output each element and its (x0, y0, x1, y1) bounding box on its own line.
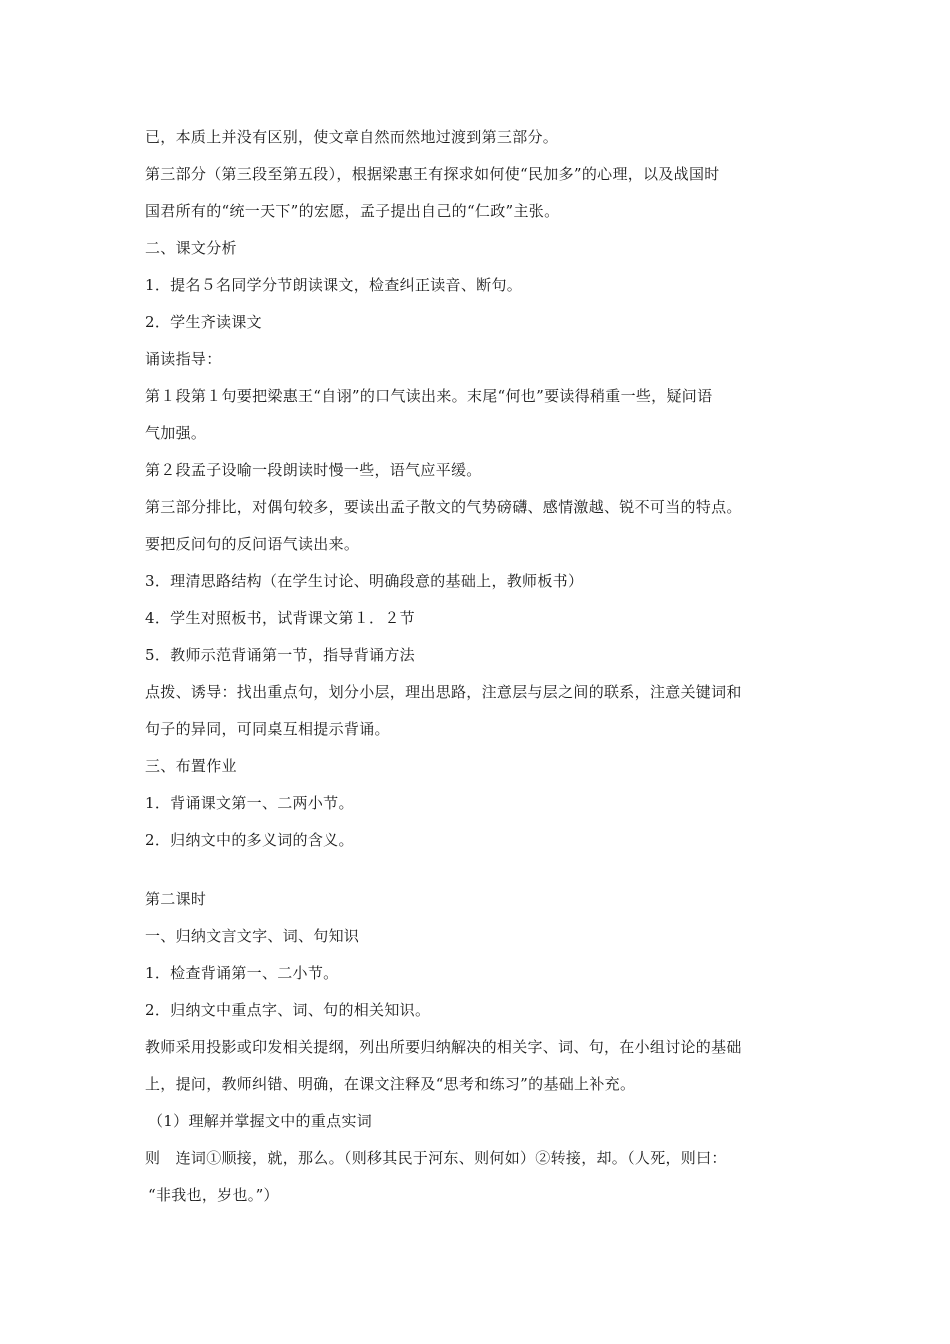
text-line-24: 2．归纳文中重点字、词、句的相关知识。 (145, 1001, 431, 1019)
text-line-14: 4．学生对照板书，试背课文第１．２节 (145, 609, 415, 627)
text-line-1: 已，本质上并没有区别，使文章自然而然地过渡到第三部分。 (145, 128, 559, 146)
text-line-29: “非我也，岁也。”） (148, 1186, 279, 1204)
text-line-19: 1．背诵课文第一、二两小节。 (145, 794, 354, 812)
text-line-26: 上，提问，教师纠错、明确，在课文注释及“思考和练习”的基础上补充。 (145, 1075, 636, 1093)
text-line-10: 第２段孟子设喻一段朗读时慢一些，语气应平缓。 (145, 461, 482, 479)
text-line-12: 要把反问句的反问语气读出来。 (145, 535, 360, 553)
text-line-23: 1．检查背诵第一、二小节。 (145, 964, 339, 982)
text-line-2: 第三部分（第三段至第五段），根据梁惠王有探求如何使“民加多”的心理，以及战国时 (145, 165, 720, 183)
text-line-9: 气加强。 (145, 424, 207, 442)
text-line-5: 1．提名５名同学分节朗读课文，检查纠正读音、断句。 (145, 276, 523, 294)
section-heading-homework: 三、布置作业 (145, 757, 237, 775)
text-line-7: 诵读指导： (145, 350, 222, 368)
text-line-11: 第三部分排比，对偶句较多，要读出孟子散文的气势磅礴、感情激越、锐不可当的特点。 (145, 498, 742, 516)
text-line-27: （1）理解并掌握文中的重点实词 (148, 1112, 373, 1130)
text-line-6: 2．学生齐读课文 (145, 313, 262, 331)
section-heading-second-lesson: 第二课时 (145, 890, 207, 908)
text-line-25: 教师采用投影或印发相关提纲，列出所要归纳解决的相关字、词、句，在小组讨论的基础 (145, 1038, 742, 1056)
text-line-20: 2．归纳文中的多义词的含义。 (145, 831, 354, 849)
text-line-3: 国君所有的“统一天下”的宏愿，孟子提出自己的“仁政”主张。 (145, 202, 560, 220)
text-line-28: 则 连词①顺接，就，那么。（则移其民于河东、则何如）②转接，却。（人死，则曰： (145, 1149, 727, 1167)
text-line-8: 第１段第１句要把梁惠王“自诩”的口气读出来。末尾“何也”要读得稍重一些，疑问语 (145, 387, 713, 405)
text-line-17: 句子的异同，可同桌互相提示背诵。 (145, 720, 390, 738)
text-line-15: 5．教师示范背诵第一节，指导背诵方法 (145, 646, 415, 664)
text-line-13: 3．理清思路结构（在学生讨论、明确段意的基础上，教师板书） (145, 572, 584, 590)
section-heading-analysis: 二、课文分析 (145, 239, 237, 257)
section-heading-summary: 一、归纳文言文字、词、句知识 (145, 927, 360, 945)
text-line-16: 点拨、诱导：找出重点句，划分小层，理出思路，注意层与层之间的联系，注意关键词和 (145, 683, 742, 701)
